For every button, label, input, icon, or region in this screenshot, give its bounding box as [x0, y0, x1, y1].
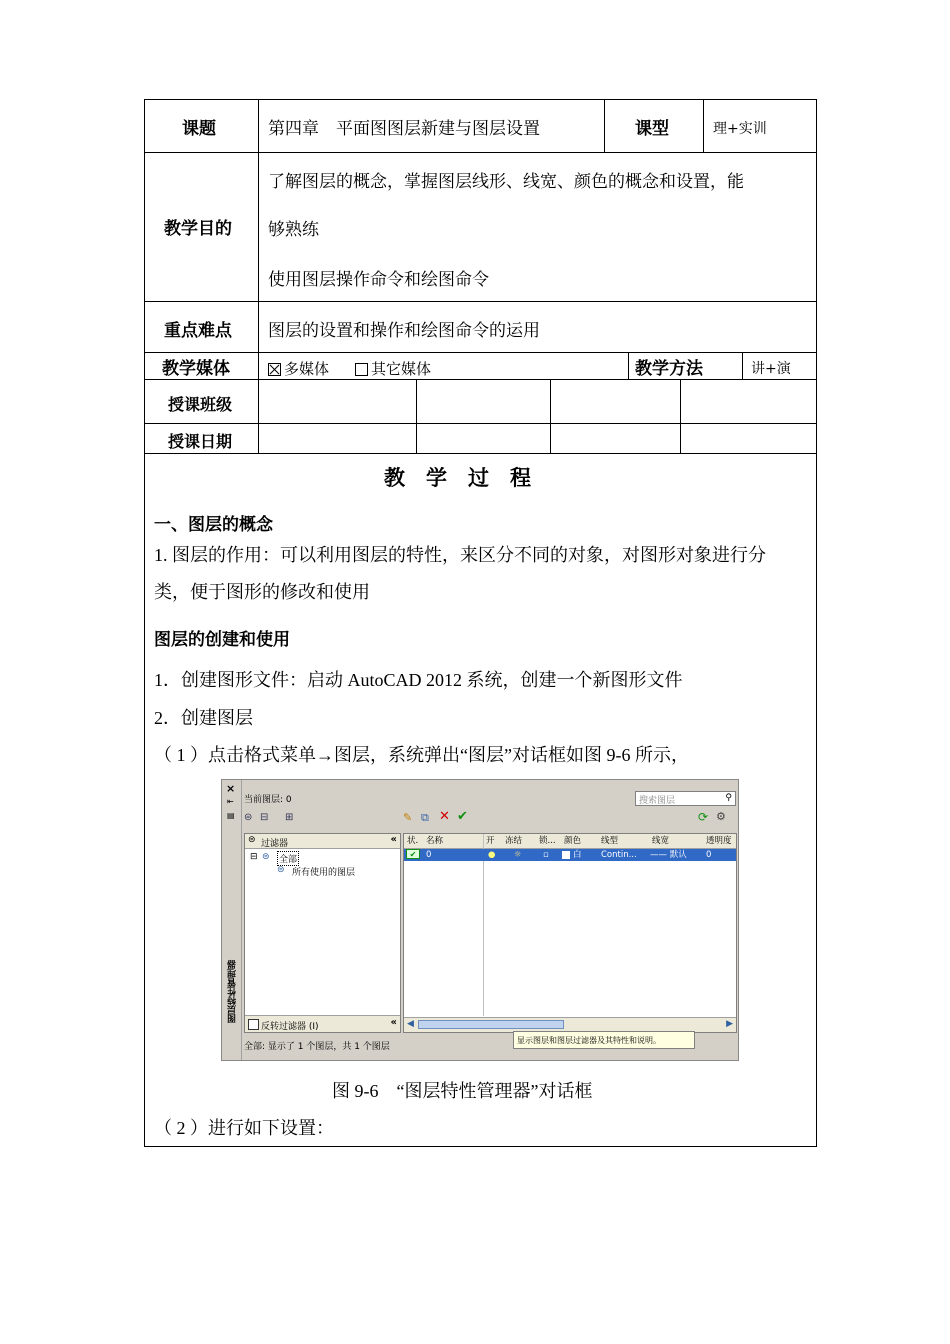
checkbox-checked-icon[interactable] [268, 363, 281, 376]
checkbox-unchecked-icon[interactable] [355, 363, 368, 376]
close-icon[interactable]: × [226, 782, 236, 795]
scroll-right-icon[interactable]: ▶ [726, 1019, 733, 1029]
layer-color[interactable]: 白 [573, 850, 582, 860]
scroll-left-icon[interactable]: ◀ [407, 1019, 414, 1029]
collapse-icon[interactable]: « [390, 1017, 397, 1028]
tree-item-all[interactable]: 全部 [277, 851, 299, 866]
tooltip: 显示图层和图层过滤器及其特性和说明。 [513, 1031, 695, 1049]
column-lock[interactable]: 锁... [539, 836, 556, 846]
all-filter-icon: ⊜ [262, 852, 270, 862]
layer-name[interactable]: 0 [426, 850, 432, 860]
goal-line-2: 够熟练 [268, 220, 319, 240]
column-divider [483, 834, 484, 1016]
step-2-2: （ 2 ）进行如下设置： [154, 1118, 334, 1138]
color-swatch[interactable] [562, 851, 570, 859]
filter-icon: ⊜ [248, 835, 256, 845]
media-option-multimedia[interactable]: 多媒体 [268, 358, 329, 379]
date-label: 授课日期 [168, 432, 233, 451]
method-value: 讲+演 [751, 361, 791, 377]
goal-line-1: 了解图层的概念，掌握图层线形、线宽、颜色的概念和设置，能 [268, 172, 744, 192]
layer-properties-dialog [221, 779, 739, 1061]
column-name[interactable]: 名称 [426, 836, 444, 846]
type-label: 课型 [635, 119, 669, 139]
settings-icon[interactable]: ⚙ [716, 810, 726, 823]
step-2-1: （ 1 ）点击格式菜单→图层，系统弹出“图层”对话框如图 9-6 所示， [154, 745, 689, 765]
bulb-on-icon[interactable]: ● [488, 850, 496, 860]
new-layer-vp-frozen-icon[interactable]: ⧉ [421, 811, 429, 824]
scroll-thumb[interactable] [418, 1020, 564, 1029]
filter-tree-panel [244, 833, 401, 1033]
column-transparency[interactable]: 透明度 [706, 836, 732, 846]
current-layer-label: 当前图层: 0 [244, 795, 292, 805]
key-label: 重点难点 [164, 321, 232, 341]
class-label: 授课班级 [168, 395, 233, 414]
topic-label: 课题 [182, 119, 216, 139]
column-color[interactable]: 颜色 [564, 836, 582, 846]
column-status[interactable]: 状. [407, 836, 419, 846]
tree-expand-icon[interactable]: ⊟ [250, 852, 258, 862]
layer-transparency[interactable]: 0 [706, 850, 712, 860]
state-manager-icon[interactable]: ⊞ [285, 812, 294, 823]
step-1: 1．创建图形文件：启动 AutoCAD 2012 系统，创建一个新图形文件 [154, 670, 683, 690]
new-filter-icon[interactable]: ⊜ [244, 812, 253, 823]
step-2: 2．创建图层 [154, 708, 253, 728]
unlock-icon[interactable]: ▫ [543, 850, 549, 860]
new-group-filter-icon[interactable]: ⊟ [260, 812, 269, 823]
paragraph-1-line-1: 1. 图层的作用：可以利用图层的特性，来区分不同的对象，对图形对象进行分 [154, 545, 766, 565]
collapse-icon[interactable]: « [390, 834, 397, 845]
layer-lineweight[interactable]: —— 默认 [650, 850, 687, 860]
refresh-icon[interactable]: ⟳ [698, 810, 709, 824]
layer-row-0[interactable] [404, 849, 736, 861]
pin-icon[interactable]: ⇤ [227, 797, 234, 806]
invert-filter-bar: 反转过滤器 (I) « [245, 1015, 400, 1032]
new-layer-icon[interactable]: ✎ [403, 811, 413, 824]
layer-list-panel [403, 833, 737, 1033]
column-on[interactable]: 开 [486, 836, 495, 846]
type-value: 理+实训 [713, 121, 767, 137]
section-1-heading: 一、图层的概念 [154, 515, 273, 535]
column-linetype[interactable]: 线型 [601, 836, 619, 846]
status-text: 全部: 显示了 1 个图层，共 1 个图层 [244, 1042, 390, 1052]
current-layer-check-icon: ✔ [406, 849, 420, 859]
horizontal-scrollbar[interactable] [404, 1017, 736, 1032]
tree-item-used-layers[interactable]: 所有使用的图层 [292, 868, 356, 878]
section-2-heading: 图层的创建和使用 [154, 630, 290, 650]
sun-icon[interactable]: ☼ [514, 850, 522, 860]
side-title: 图层特性管理器 [228, 960, 238, 1023]
filter-header: ⊜ 过滤器 « [245, 834, 400, 849]
layer-linetype[interactable]: Contin... [601, 850, 637, 860]
delete-layer-icon[interactable]: ✕ [439, 809, 450, 824]
goal-line-3: 使用图层操作命令和绘图命令 [268, 270, 489, 290]
search-icon[interactable]: ⚲ [725, 793, 732, 803]
method-label: 教学方法 [635, 359, 703, 379]
properties-icon[interactable]: ▤ [227, 811, 235, 820]
paragraph-1-line-2: 类，便于图形的修改和使用 [154, 582, 370, 602]
invert-filter-checkbox[interactable] [248, 1019, 259, 1030]
media-option-other[interactable]: 其它媒体 [355, 358, 431, 379]
figure-caption: 图 9-6 “图层特性管理器”对话框 [332, 1081, 593, 1101]
column-lineweight[interactable]: 线宽 [652, 836, 670, 846]
layer-list-header [404, 834, 736, 849]
column-freeze[interactable]: 冻结 [505, 836, 523, 846]
search-input[interactable]: 搜索图层 ⚲ [635, 791, 736, 806]
goal-label: 教学目的 [164, 219, 232, 239]
topic-value: 第四章 平面图图层新建与图层设置 [268, 119, 540, 139]
process-title: 教 学 过 程 [384, 466, 531, 490]
media-label: 教学媒体 [162, 359, 230, 379]
key-value: 图层的设置和操作和绘图命令的运用 [268, 321, 540, 341]
set-current-icon[interactable]: ✔ [457, 809, 468, 824]
used-filter-icon: ⊜ [277, 865, 285, 875]
